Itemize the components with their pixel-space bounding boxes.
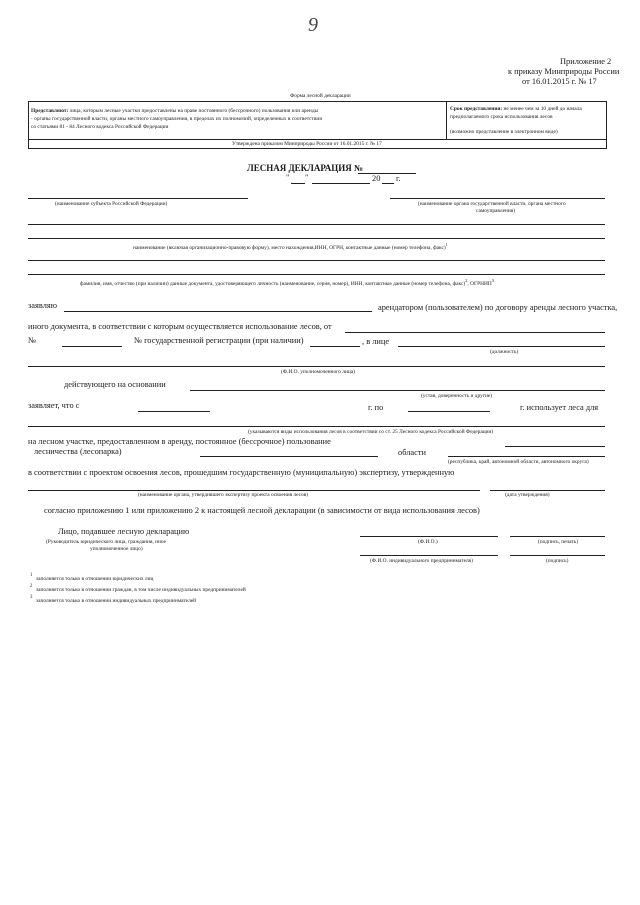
uses-forest-label: г. использует леса для (520, 403, 599, 412)
subject-line (28, 198, 248, 199)
oblast-label: области (398, 448, 426, 457)
expertise-caption: (наименование органа, утвердившего экспертизу проекта освоения лесов) (138, 492, 309, 498)
oblast-line (448, 456, 605, 457)
date-month-line (312, 183, 370, 184)
sign-line (510, 555, 605, 556)
fio-caption: (Ф.И.О.) (418, 539, 438, 545)
declares-label: заявляю (28, 301, 58, 310)
to-date-line (408, 411, 490, 412)
person-line-2 (28, 274, 605, 275)
header-right-note: (возможно представление в электронном виде) (450, 129, 558, 135)
document-date-line (345, 332, 605, 333)
header-left-line-2: - органы государственной власти, органы местного самоуправления, в пределах их полномочий, определенных в соответствии (31, 116, 323, 122)
page-number: 9 (308, 14, 318, 36)
header-right-line-2: предполагаемого срока использования лесов (450, 114, 553, 120)
signer-note-2: уполномоченное лицо) (90, 546, 143, 552)
date-year-suffix: г. (396, 174, 401, 183)
approval-date-caption: (дата утверждения) (505, 492, 550, 498)
acting-label: действующего на основании (64, 380, 166, 389)
person-line-1 (28, 260, 605, 261)
fio-ip-line (360, 555, 498, 556)
project-label: в соответствии с проектом освоения лесов, прошедшим государственную (муниципальную) экспертизу, утвержденную (28, 468, 455, 477)
org-caption: наименование (включая организационно-правовую форму), место нахождения,ИНН, ОГРН, контактные данные (номер телефона, факс)$^1$ (133, 242, 448, 251)
authority-caption-2: самоуправления) (476, 208, 516, 214)
submitter-label: Лицо, подавшее лесную декларацию (58, 527, 190, 536)
appendix-line-1: Приложение 2 (560, 57, 612, 66)
region-caption: (республика, край, автономной области, автономного округа) (448, 459, 589, 465)
from-date-line (138, 411, 210, 412)
subject-caption: (наименование субъекта Российской Федерации) (55, 201, 168, 207)
footnote-mark-2: 2 (30, 584, 33, 589)
year-to-label: г. по (368, 403, 384, 412)
position-line (398, 346, 605, 347)
date-day-line (291, 183, 305, 184)
approval-date-line (490, 490, 605, 491)
header-divider-v (446, 101, 447, 139)
authority-line (390, 198, 605, 199)
header-right-line-1: Срок представления: не менее чем за 10 дней до начала (450, 106, 582, 112)
header-divider-h (28, 139, 606, 140)
position-caption: (должность) (490, 349, 519, 355)
footnote-mark-1: 1 (30, 573, 33, 578)
basis-caption: (устав, доверенность и другие) (421, 393, 493, 399)
number-sign: № (28, 336, 36, 345)
forestry-line (200, 456, 378, 457)
date-quote-open: " (286, 173, 290, 182)
forest-plot-line (505, 446, 605, 447)
date-quote-close: " (305, 173, 309, 182)
number-line (62, 346, 122, 347)
org-line-2 (28, 238, 605, 239)
sign-caption: (подпись) (546, 558, 569, 564)
use-types-caption: (указываются виды использования лесов в соответствии со ст. 25 Лесного кодекса Российской Федерации) (248, 429, 494, 435)
authority-caption: (наименование органа государственной власти, органа местного (418, 201, 566, 207)
tenant-label: арендатором (пользователем) по договору аренды лесного участка, (378, 303, 618, 312)
rep-fio-caption: (Ф.И.О. уполномоченного лица) (281, 369, 355, 375)
footnote-3: заполняется только в отношении индивидуальных предпринимателей (36, 598, 197, 604)
forest-plot-label: на лесном участке, предоставленном в аренду, постоянное (бессрочное) пользование (28, 437, 331, 446)
form-caption: Форма лесной декларации (290, 93, 351, 99)
footnote-1: заполняется только в отношении юридических лиц (36, 576, 154, 582)
reg-number-line (310, 346, 360, 347)
in-person-label: , в лице (362, 337, 390, 346)
fio-line (360, 536, 498, 537)
sign-seal-line (510, 536, 605, 537)
appendix-line-2: к приказу Минприроды России (508, 67, 620, 76)
reg-number-label: № государственной регистрации (при наличии) (134, 336, 304, 345)
org-line-1 (28, 224, 605, 225)
use-types-line (28, 426, 605, 427)
header-left-line-1: Представляют: лица, которым лесные участки предоставлены на праве постоянного (бессрочного) пользования или аренды (31, 108, 319, 114)
signer-note-1: (Руководитель юридического лица, граждания, иное (46, 539, 167, 545)
header-left-line-3: со статьями 81 - 84 Лесного кодекса Российской Федерации (31, 124, 169, 130)
appendix-reference: согласно приложению 1 или приложению 2 к настоящей лесной декларации (в зависимости от вида использования лесов) (44, 506, 480, 515)
acting-line (190, 390, 605, 391)
footnote-2: заполняется только в отношении граждан, в том числе индивидуальных предпринимателей (36, 587, 246, 593)
sign-seal-caption: (подпись, печать) (538, 539, 578, 545)
declaration-title: ЛЕСНАЯ ДЕКЛАРАЦИЯ № (247, 163, 364, 173)
date-year-prefix: 20 (372, 174, 381, 183)
declaration-number-line (358, 173, 416, 174)
declares-line (64, 311, 372, 312)
person-caption: фамилия, имя, отчество (при наличии) данные документа, удостоверяющего личность (наименование, серия, номер), ИНН, контактные данные (номер телефона, факс)$^2$, ОГРНИП$^3$ (80, 278, 495, 287)
expertise-line (28, 490, 480, 491)
appendix-line-3: от 16.01.2015 г. № 17 (522, 77, 597, 86)
approved-line: Утверждена приказом Минприроды России от 16.01.2015 г. № 17 (232, 141, 382, 147)
date-year-line (382, 183, 394, 184)
rep-fio-line (28, 366, 605, 367)
states-from-label: заявляет, что с (28, 401, 80, 410)
document-label: иного документа, в соответствии с которым осуществляется использование лесов, от (28, 322, 332, 331)
fio-ip-caption: (Ф.И.О. индивидуального предпринимателя) (370, 558, 473, 564)
forestry-label: лесничества (лесопарка) (34, 447, 122, 456)
footnote-mark-3: 3 (30, 595, 33, 600)
